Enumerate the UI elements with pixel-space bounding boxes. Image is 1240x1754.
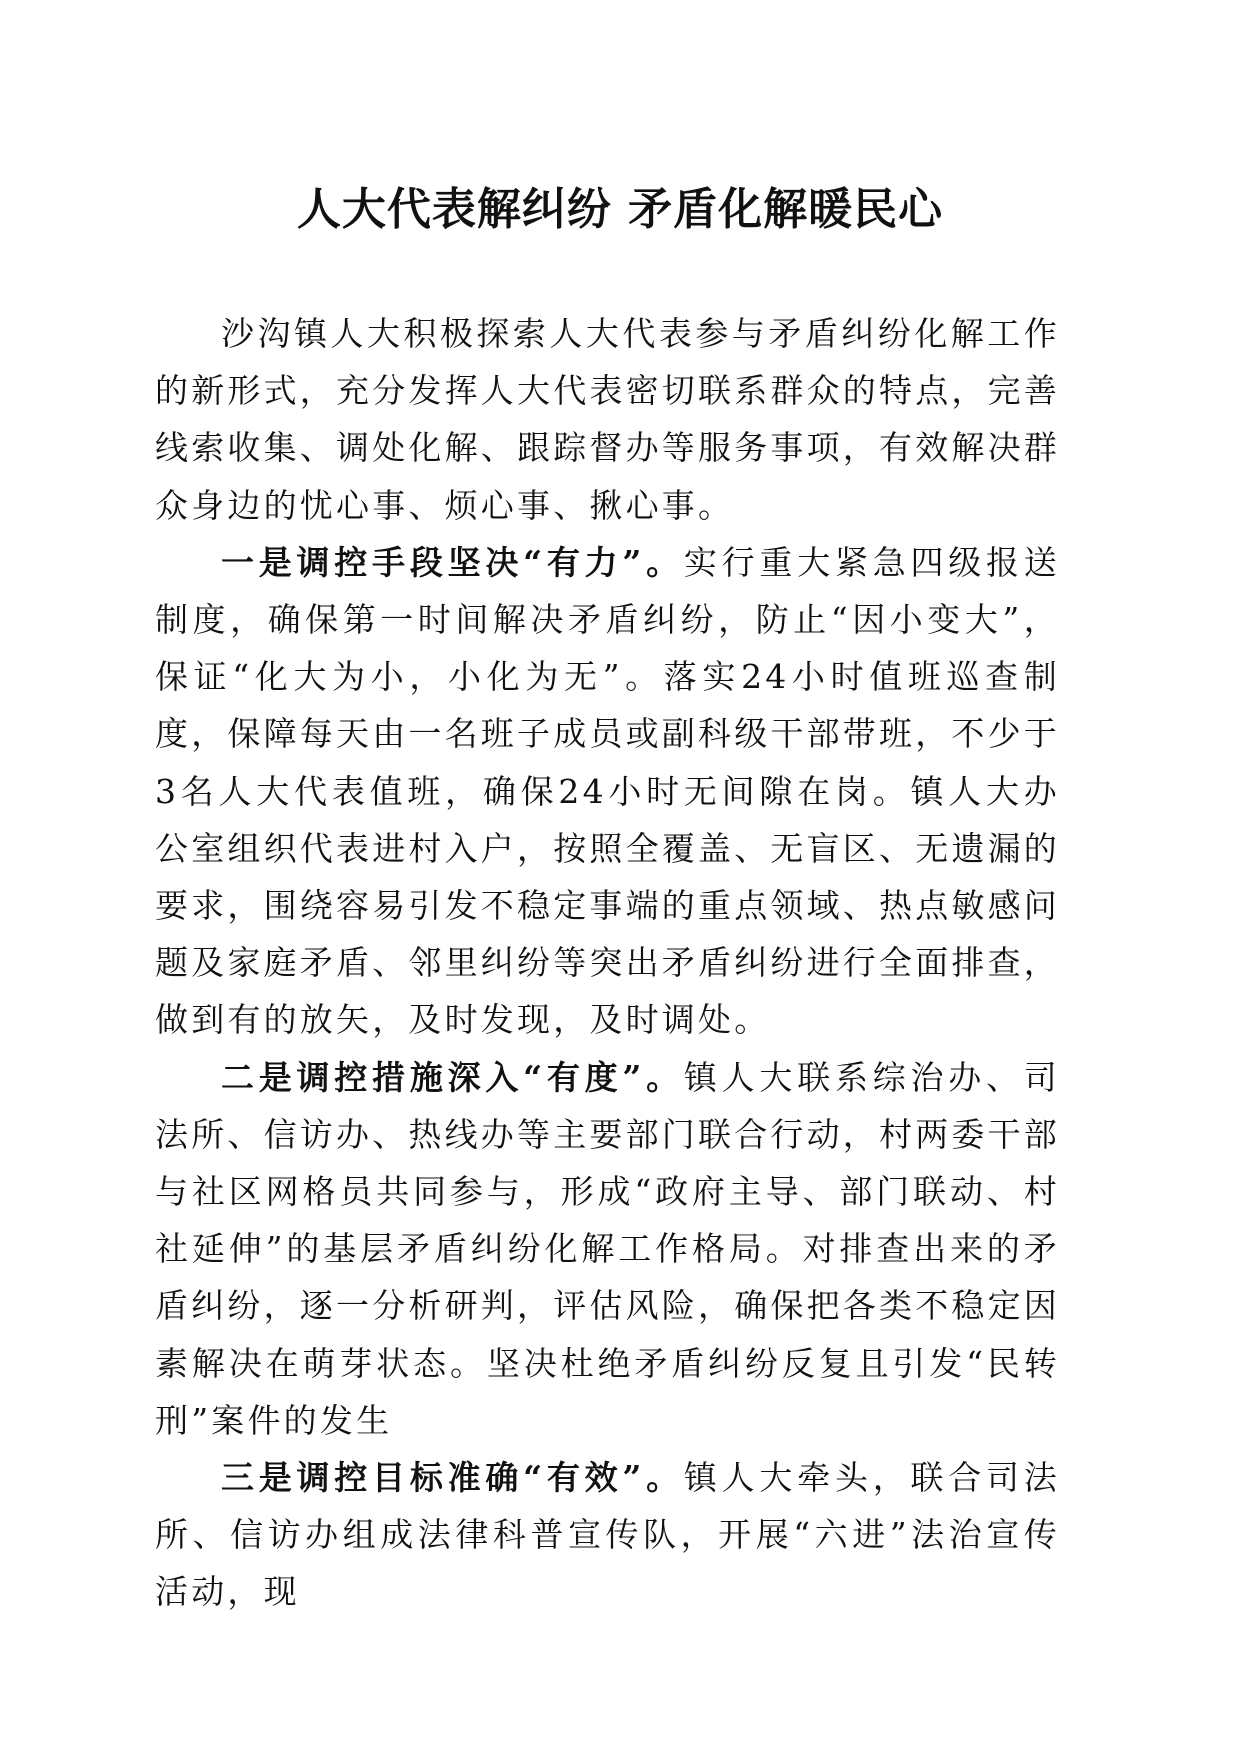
section-lead-2: 二是调控措施深入“有度”。	[221, 1057, 684, 1097]
document-body	[155, 305, 1060, 1621]
section-text-2: 镇人大联系综治办、司法所、信访办、热线办等主要部门联合行动，村两委干部与社区网格员共同参与，形成“政府主导、部门联动、村社延伸”的基层矛盾纠纷化解工作格局。对排查出来的矛盾纠纷，逐一分析研判，评估风险，确保把各类不稳定因素解决在萌芽状态。坚决杜绝矛盾纠纷反复且引发“民转刑”案件的发生	[155, 1057, 1060, 1440]
section-paragraph-2	[155, 1049, 1060, 1449]
section-lead-1: 一是调控手段坚决“有力”。	[221, 542, 684, 582]
section-lead-3: 三是调控目标准确“有效”。	[221, 1458, 684, 1498]
section-paragraph-1	[155, 534, 1060, 1049]
section-paragraph-3	[155, 1449, 1060, 1621]
section-text-3: 镇人大牵头，联合司法所、信访办组成法律科普宣传队，开展“六进”法治宣传活动，现	[155, 1458, 1060, 1612]
intro-paragraph: 沙沟镇人大积极探索人大代表参与矛盾纠纷化解工作的新形式，充分发挥人大代表密切联系群众的特点，完善线索收集、调处化解、跟踪督办等服务事项，有效解决群众身边的忧心事、烦心事、揪心事。	[155, 314, 1060, 525]
section-text-1: 实行重大紧急四级报送制度，确保第一时间解决矛盾纠纷，防止“因小变大”，保证“化大为小，小化为无”。落实24小时值班巡查制度，保障每天由一名班子成员或副科级干部带班，不少于3名人大代表值班，确保24小时无间隙在岗。镇人大办公室组织代表进村入户，按照全覆盖、无盲区、无遗漏的要求，围绕容易引发不稳定事端的重点领域、热点敏感问题及家庭矛盾、邻里纠纷等突出矛盾纠纷进行全面排查，做到有的放矢，及时发现，及时调处。	[155, 542, 1060, 1040]
document-title: 人大代表解纠纷 矛盾化解暖民心	[296, 184, 944, 235]
